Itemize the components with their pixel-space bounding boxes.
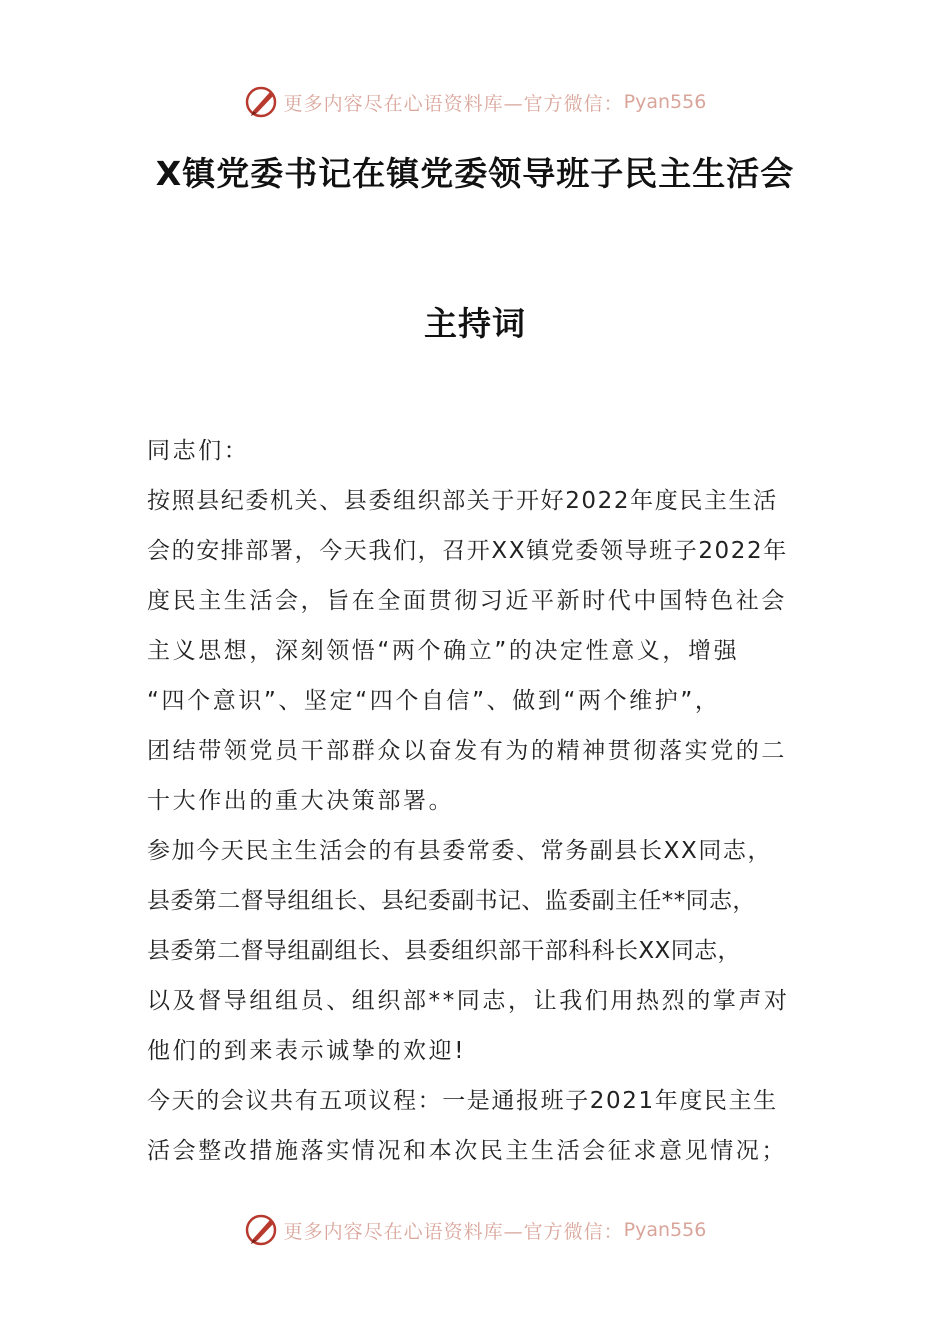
header-watermark	[0, 82, 950, 122]
pen-logo-icon	[244, 1212, 280, 1248]
body-line: 度民主生活会，旨在全面贯彻习近平新时代中国特色社会	[147, 588, 787, 614]
body-line: 今天的会议共有五项议程：一是通报班子2021年度民主生	[147, 1088, 778, 1114]
body-line: 会的安排部署，今天我们，召开XX镇党委领导班子2022年	[147, 538, 788, 564]
watermark-text: 更多内容尽在心语资料库—官方微信：	[283, 92, 624, 115]
body-line: “四个意识”、坚定“四个自信”、做到“两个维护”，	[147, 688, 721, 714]
document-body	[147, 426, 817, 1176]
body-line: 十大作出的重大决策部署。	[147, 788, 455, 814]
body-line: 同志们：	[147, 438, 250, 464]
watermark-text: 更多内容尽在心语资料库—官方微信：	[283, 1220, 624, 1243]
watermark-wechat-id: Pyan556	[623, 1219, 707, 1241]
footer-watermark	[0, 1210, 950, 1250]
document-title-line-1: X镇党委书记在镇党委领导班子民主生活会	[155, 154, 795, 193]
body-line: 县委第二督导组组长、县纪委副书记、监委副主任**同志，	[147, 888, 756, 914]
body-line: 以及督导组组员、组织部**同志，让我们用热烈的掌声对	[147, 988, 790, 1014]
body-line: 团结带领党员干部群众以奋发有为的精神贯彻落实党的二	[147, 738, 787, 764]
pen-logo-icon	[244, 84, 280, 120]
body-line: 主义思想，深刻领悟“两个确立”的决定性意义，增强	[147, 638, 740, 664]
body-line: 活会整改措施落实情况和本次民主生活会征求意见情况；	[147, 1138, 787, 1164]
body-line: 他们的到来表示诚挚的欢迎!	[147, 1038, 467, 1064]
body-line: 按照县纪委机关、县委组织部关于开好2022年度民主生活	[147, 488, 778, 514]
document-title-line-2: 主持词	[424, 304, 526, 343]
body-line: 参加今天民主生活会的有县委常委、常务副县长XX同志，	[147, 838, 773, 864]
body-line: 县委第二督导组副组长、县委组织部干部科科长XX同志，	[147, 938, 741, 964]
watermark-wechat-id: Pyan556	[623, 91, 707, 113]
